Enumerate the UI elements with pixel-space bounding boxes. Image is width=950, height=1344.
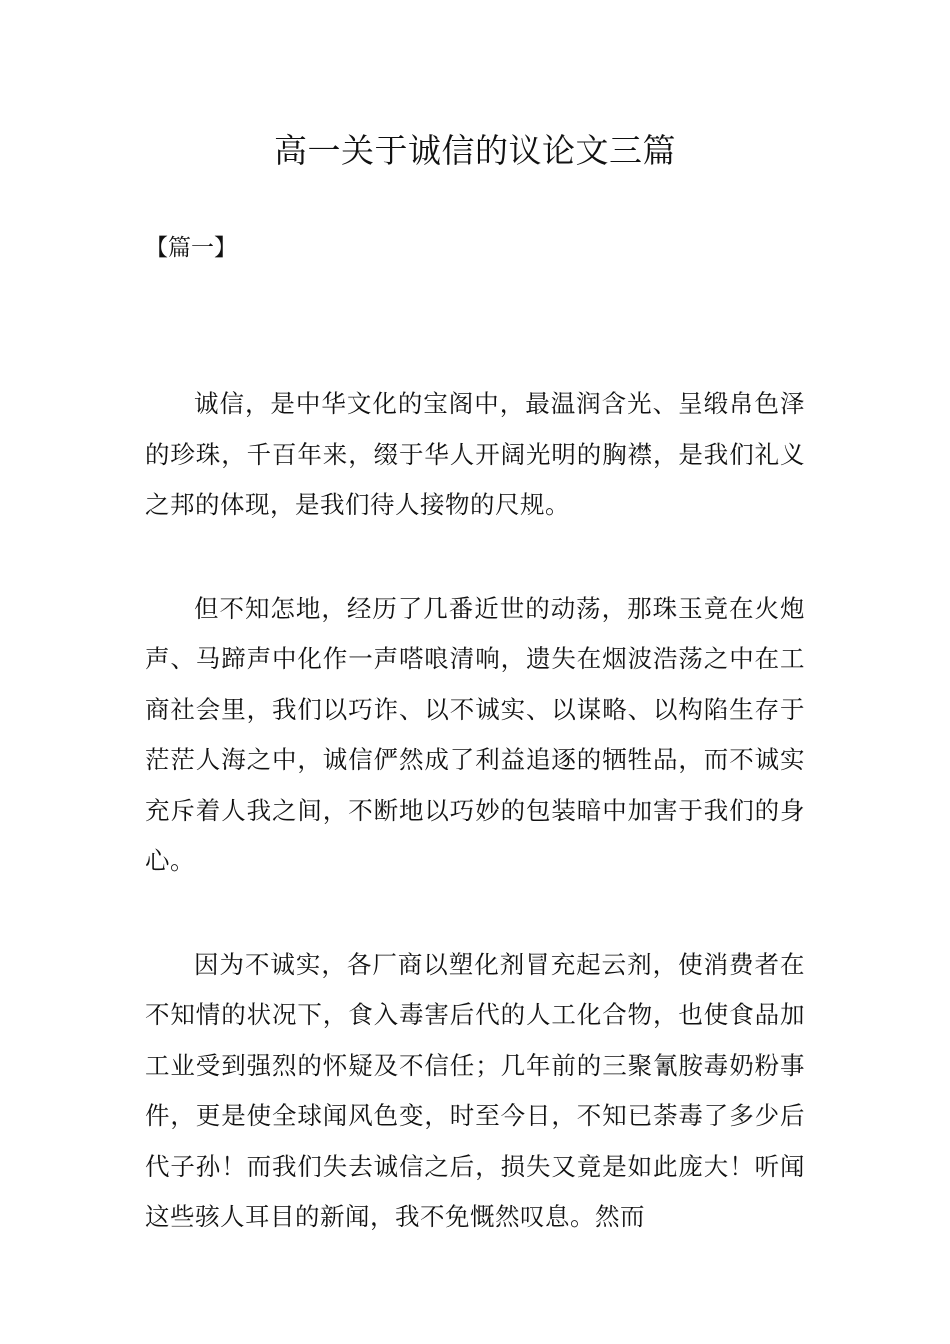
document-body [145, 379, 805, 1296]
paragraph-1: 诚信，是中华文化的宝阁中，最温润含光、呈缎帛色泽的珍珠，千百年来，缀于华人开阔光明的胸襟，是我们礼义之邦的体现，是我们待人接物的尺规。 [145, 389, 805, 519]
paragraph-2: 但不知怎地，经历了几番近世的动荡，那珠玉竟在火炮声、马蹄声中化作一声嗒哴清响，遗失在烟波浩荡之中在工商社会里，我们以巧诈、以不诚实、以谋略、以构陷生存于茫茫人海之中，诚信俨然成了利益追逐的牺牲品，而不诚实充斥着人我之间，不断地以巧妙的包装暗中加害于我们的身心。 [145, 593, 805, 875]
paragraph-3: 因为不诚实，各厂商以塑化剂冒充起云剂，使消费者在不知情的状况下，食入毒害后代的人工化合物，也使食品加工业受到强烈的怀疑及不信任；几年前的三聚氰胺毒奶粉事件，更是使全球闻风色变，时至今日，不知已荼毒了多少后代子孙！而我们失去诚信之后，损失又竟是如此庞大！听闻这些骇人耳目的新闻，我不免慨然叹息。然而 [145, 949, 805, 1231]
section-label: 【篇一】 [145, 235, 237, 261]
document-title: 高一关于诚信的议论文三篇 [274, 131, 676, 170]
